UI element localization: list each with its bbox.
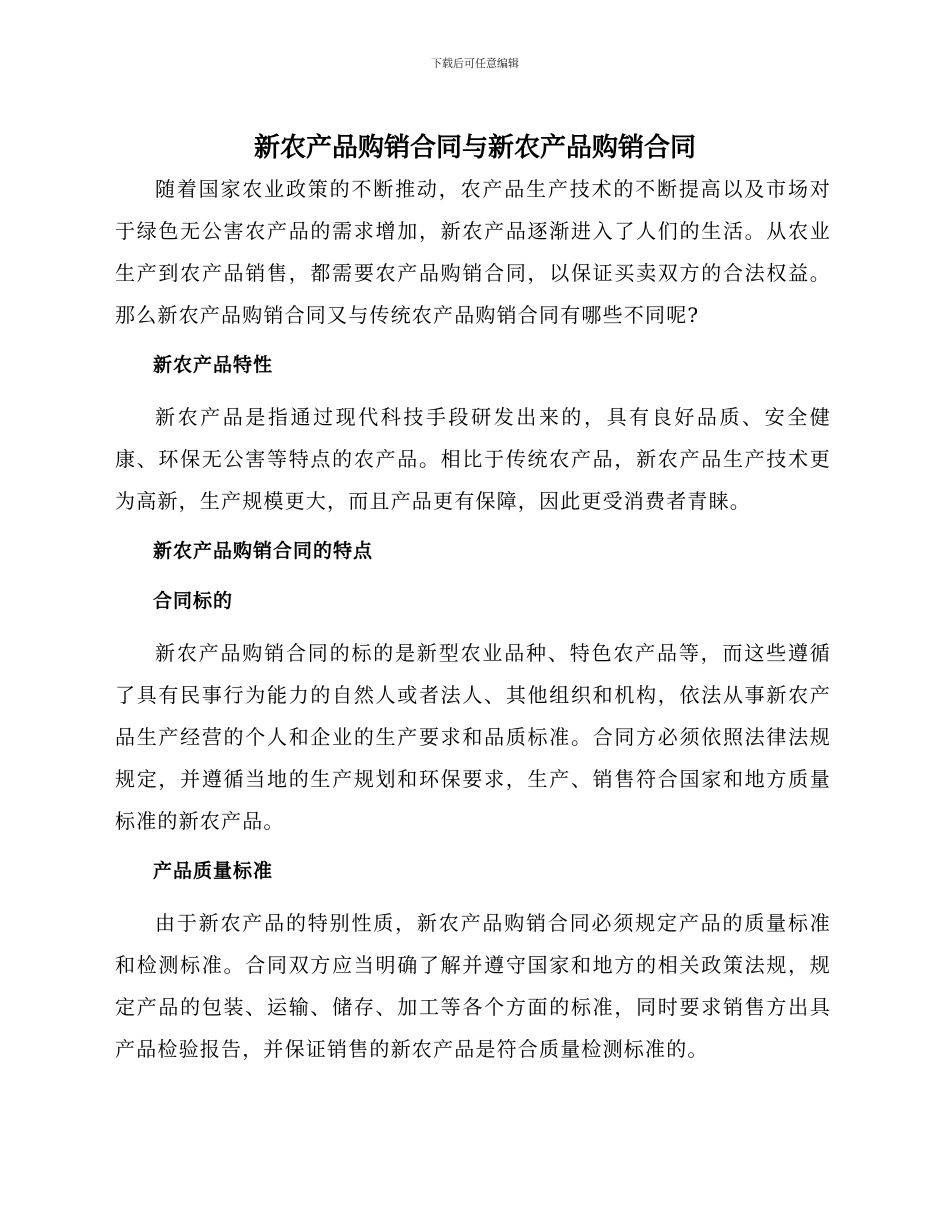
intro-paragraph: 随着国家农业政策的不断推动，农产品生产技术的不断提高以及市场对于绿色无公害农产品的需求增加，新农产品逐渐进入了人们的生活。从农业生产到农产品销售，都需要农产品购销合同，以保证买卖双方的合法权益。那么新农产品购销合同又与传统农产品购销合同有哪些不同呢? [115,177,831,327]
subsection-paragraph-contract-subject: 新农产品购销合同的标的是新型农业品种、特色农产品等，而这些遵循了具有民事行为能力的自然人或者法人、其他组织和机构，依法从事新农产品生产经营的个人和企业的生产要求和品质标准。合同方必须依照法律法规规定，并遵循当地的生产规划和环保要求，生产、销售符合国家和地方质量标准的新农产品。 [115,641,831,833]
subsection-heading-contract-subject: 合同标的 [153,590,234,612]
page-header-note: 下载后可任意编辑 [431,57,519,70]
section-heading-product-traits: 新农产品特性 [153,354,274,376]
subsection-paragraph-quality-standard: 由于新农产品的特别性质，新农产品购销合同必须规定产品的质量标准和检测标准。合同双方应当明确了解并遵守国家和地方的相关政策法规，规定产品的包装、运输、储存、加工等各个方面的标准，同时要求销售方出具产品检验报告，并保证销售的新农产品是符合质量检测标准的。 [115,911,831,1061]
section-heading-contract-features: 新农产品购销合同的特点 [153,540,374,562]
section-paragraph-product-traits: 新农产品是指通过现代科技手段研发出来的，具有良好品质、安全健康、环保无公害等特点的农产品。相比于传统农产品，新农产品生产技术更为高新，生产规模更大，而且产品更有保障，因此更受消费者青睐。 [115,405,831,513]
document-title: 新农产品购销合同与新农产品购销合同 [253,133,696,163]
document-body [115,168,831,1070]
subsection-heading-quality-standard: 产品质量标准 [153,860,274,882]
